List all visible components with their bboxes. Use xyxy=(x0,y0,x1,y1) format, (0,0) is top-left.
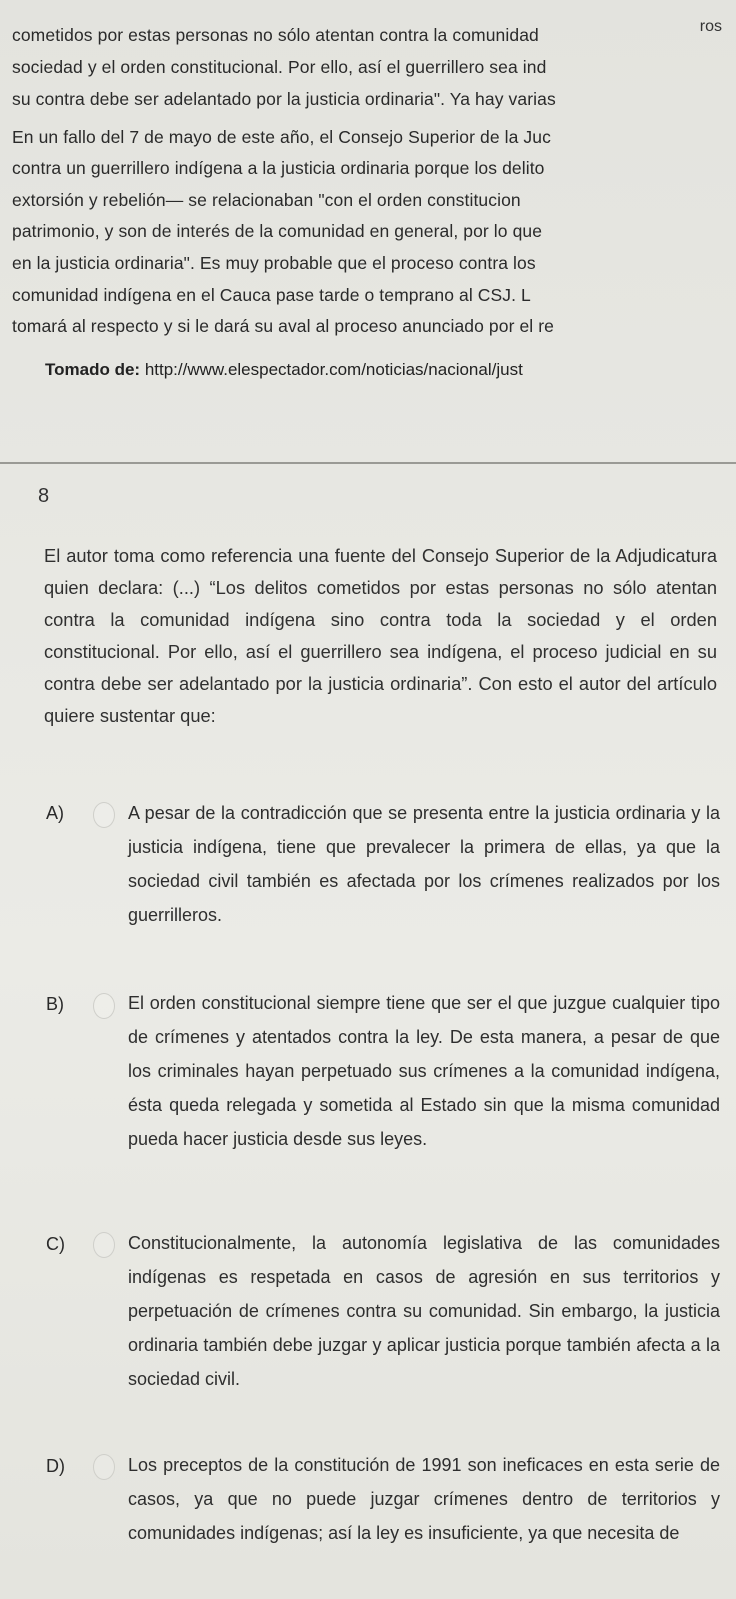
article-line: tomará al respecto y si le dará su aval al proceso anunciado por el re xyxy=(12,316,555,336)
option-d-bubble[interactable] xyxy=(93,1454,115,1480)
option-d-text: Los preceptos de la constitución de 1991 son ineficaces en esta serie de casos, ya que no puede juzgar crímenes dentro de territorios y comunidades indígenas; así la ley es insuficiente, ya que necesita de xyxy=(128,1455,720,1543)
article-line: comunidad indígena en el Cauca pase tarde o temprano al CSJ. L xyxy=(12,285,531,305)
article-line: su contra debe ser adelantado por la justicia ordinaria". Ya hay varias xyxy=(12,89,556,109)
option-c-bubble[interactable] xyxy=(93,1232,115,1258)
source-citation xyxy=(45,360,523,380)
article-line: extorsión y rebelión— se relacionaban "con el orden constitucion xyxy=(12,190,521,210)
article-line: en la justicia ordinaria". Es muy probable que el proceso contra los xyxy=(12,253,536,273)
option-b-text: El orden constitucional siempre tiene que ser el que juzgue cualquier tipo de crímenes y atentados contra la ley. De esta manera, a pesar de que los criminales hayan perpetuado sus crímenes a la comunidad indígena, ésta queda relegada y sometida al Estado sin que la misma comunidad pueda hacer justicia desde sus leyes. xyxy=(128,993,720,1149)
option-a-text: A pesar de la contradicción que se presenta entre la justicia ordinaria y la justicia indígena, tiene que prevalecer la primera de ellas, ya que la sociedad civil también es afectada por los crímenes realizados por los guerrilleros. xyxy=(128,803,720,925)
article-line: En un fallo del 7 de mayo de este año, el Consejo Superior de la Juc xyxy=(12,127,551,147)
page-corner-fragment: ros xyxy=(699,18,722,35)
section-divider xyxy=(0,462,736,464)
question-stem: El autor toma como referencia una fuente del Consejo Superior de la Adjudicatura quien declara: (...) “Los delitos cometidos por estas personas no sólo atentan contra la comunidad indígena sino contra toda la sociedad y el orden constitucional. Por ello, así el guerrillero sea indígena, el proceso judicial en su contra debe ser adelantado por la justicia ordinaria”. Con esto el autor del artículo quiere sustentar que: xyxy=(44,545,717,726)
option-b-letter: B) xyxy=(46,994,64,1014)
article-line: cometidos por estas personas no sólo atentan contra la comunidad xyxy=(12,25,539,45)
option-a-bubble[interactable] xyxy=(93,802,115,828)
option-a-letter: A) xyxy=(46,803,64,823)
option-d-letter: D) xyxy=(46,1456,65,1476)
question-number: 8 xyxy=(38,485,50,507)
option-b-bubble[interactable] xyxy=(93,993,115,1019)
source-url: http://www.elespectador.com/noticias/nacional/just xyxy=(144,360,523,379)
article-line: sociedad y el orden constitucional. Por ello, así el guerrillero sea ind xyxy=(12,57,547,77)
article-line: contra un guerrillero indígena a la justicia ordinaria porque los delito xyxy=(12,158,545,178)
option-c-text: Constitucionalmente, la autonomía legislativa de las comunidades indígenas es respetada en casos de agresión en sus territorios y perpetuación de crímenes contra su comunidad. Sin embargo, la justicia ordinaria también debe juzgar y aplicar justicia porque también afecta a la sociedad civil. xyxy=(128,1233,720,1389)
option-c-letter: C) xyxy=(46,1234,65,1254)
source-label: Tomado de: xyxy=(45,360,141,379)
article-line: patrimonio, y son de interés de la comunidad en general, por lo que xyxy=(12,221,543,241)
